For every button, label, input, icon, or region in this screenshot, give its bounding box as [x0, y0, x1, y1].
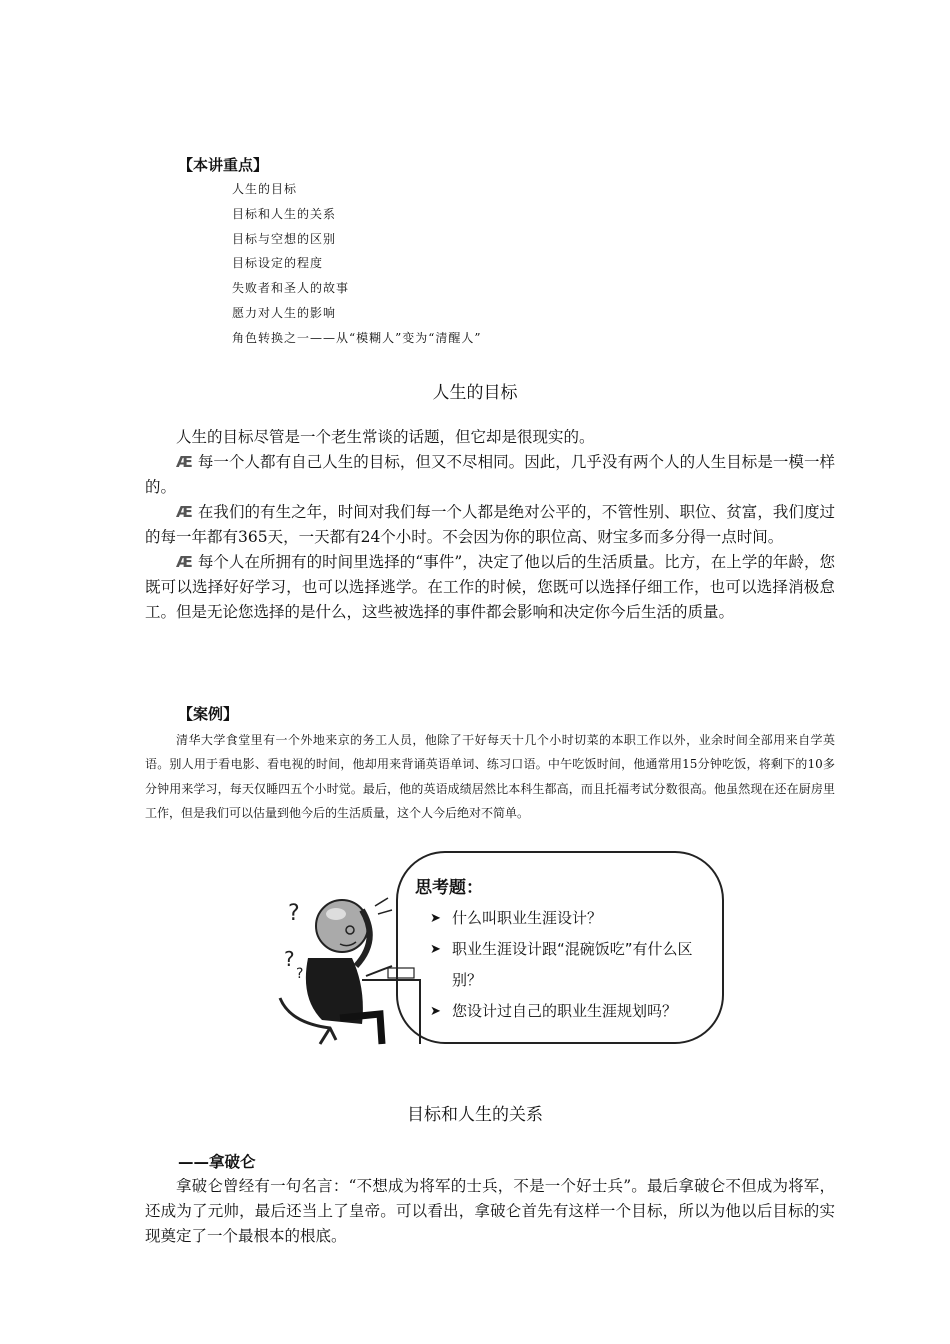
section-title-life-goals: 人生的目标 [432, 383, 518, 403]
bullet-icon: Æ [176, 453, 193, 471]
section2-body [145, 1174, 835, 1249]
think-question-list [430, 903, 720, 1027]
napoleon-paragraph: 拿破仑曾经有一句名言：“不想成为将军的士兵，不是一个好士兵”。最后拿破仑不但成为将军，还成为了元帅，最后还当上了皇帝。可以看出，拿破仑首先有这样一个目标，所以为他以后目标的实现奠定了一个最根本的根底。 [145, 1177, 835, 1245]
key-point-item: 人生的目标 [232, 182, 298, 196]
bullet-text: 在我们的有生之年，时间对我们每一个人都是绝对公平的，不管性别、职位、贫富，我们度过的每一年都有365天，一天都有24个小时。不会因为你的职位高、财宝多而多分得一点时间。 [145, 503, 835, 546]
napoleon-subtitle: ——拿破仑 [178, 1153, 256, 1171]
bullet-paragraph [145, 550, 835, 625]
bullet-icon: Æ [176, 553, 193, 571]
bullet-text: 每个人在所拥有的时间里选择的“事件”，决定了他以后的生活质量。比方，在上学的年龄，您既可以选择好好学习，也可以选择逃学。在工作的时候，您既可以选择仔细工作，也可以选择消极怠工。但是无论您选择的是什么，这些被选择的事件都会影响和决定你今后生活的质量。 [145, 553, 835, 621]
arrow-right-icon: ➤ [430, 1004, 441, 1019]
key-points-list [232, 180, 482, 354]
section1-body [145, 425, 835, 625]
think-heading: 思考题： [415, 878, 483, 898]
key-point-item: 角色转换之一——从“模糊人”变为“清醒人” [232, 330, 482, 345]
think-question: ➤ 职业生涯设计跟“混碗饭吃”有什么区别？ [430, 934, 720, 996]
case-text: 清华大学食堂里有一个外地来京的务工人员，他除了干好每天十几个小时切菜的本职工作以外，业余时间全部用来自学英语。别人用于看电影、看电视的时间，他却用来背诵英语单词、练习口语。中午吃饭时间，他通常用15分钟吃饭，将剩下的10多分钟用来学习，每天仅睡四五个小时觉。最后，他的英语成绩居然比本科生都高，而且托福考试分数很高。他虽然现在还在厨房里工作，但是我们可以估量到他今后的生活质量，这个人今后绝对不简单。 [145, 733, 835, 820]
case-heading: 【案例】 [178, 705, 239, 723]
bullet-text: 每一个人都有自己人生的目标，但又不尽相同。因此，几乎没有两个人的人生目标是一模一样的。 [145, 453, 835, 496]
key-point-item: 失败者和圣人的故事 [232, 281, 350, 296]
arrow-right-icon: ➤ [430, 911, 441, 926]
svg-text:?: ? [288, 901, 300, 926]
key-point-item: 目标与空想的区别 [232, 231, 337, 246]
key-point-item: 愿力对人生的影响 [232, 305, 337, 320]
arrow-right-icon: ➤ [430, 942, 441, 957]
bullet-icon: Æ [176, 503, 193, 521]
key-point-item: 目标和人生的关系 [232, 206, 337, 221]
key-points-heading: 【本讲重点】 [178, 156, 269, 174]
think-question: ➤ 您设计过自己的职业生涯规划吗？ [430, 996, 720, 1027]
intro-paragraph: 人生的目标尽管是一个老生常谈的话题，但它却是很现实的。 [176, 428, 595, 446]
svg-text:?: ? [284, 947, 295, 971]
key-point-item: 目标设定的程度 [232, 256, 324, 271]
bullet-paragraph [145, 500, 835, 550]
section-title-goals-and-life: 目标和人生的关系 [407, 1105, 543, 1125]
think-question: ➤ 什么叫职业生涯设计？ [430, 903, 720, 934]
svg-text:?: ? [296, 966, 304, 982]
bullet-paragraph [145, 450, 835, 500]
